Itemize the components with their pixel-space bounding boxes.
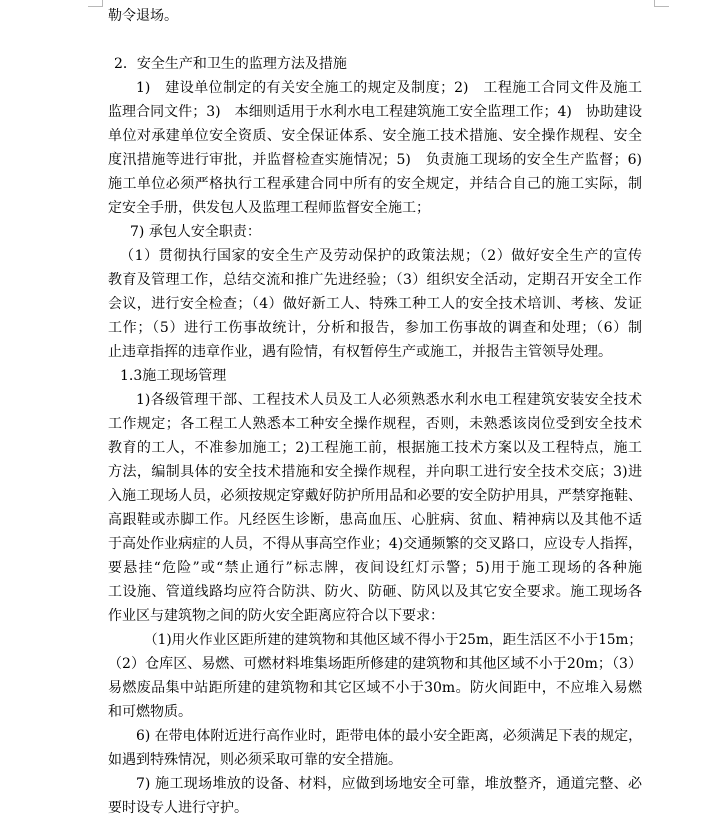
paragraph-line: 会议，进行安全检查；（4）做好新工人、特殊工种工人的安全技术培训、考核、发证 xyxy=(108,296,642,312)
paragraph-line: 定安全手册，供发包人及监理工程师监督安全施工； xyxy=(108,200,430,216)
paragraph-line: 6) 在带电体附近进行高作业时，距带电体的最小安全距离，必须满足下表的规定， xyxy=(136,728,642,744)
paragraph-line: 止违章指挥的违章作业，遇有险情，有权暂停生产或施工，并报告主管领导处理。 xyxy=(108,344,612,360)
document-body xyxy=(108,4,642,820)
paragraph-line: 7) 施工现场堆放的设备、材料，应做到场地安全可靠，堆放整齐，通道完整、必 xyxy=(136,776,642,792)
paragraph-line: （1)用火作业区距所建的建筑物和其他区域不得小于25m，距生活区不小于15m； xyxy=(144,632,642,648)
page-corner-mark-left xyxy=(88,0,103,7)
paragraph-line: 单位对承建单位安全资质、安全保证体系、安全施工技术措施、安全操作规程、安全 xyxy=(108,128,642,144)
paragraph-line: 作业区与建筑物之间的防火安全距离应符合以下要求： xyxy=(108,608,444,624)
paragraph-line: 教育及管理工作，总结交流和推广先进经验；（3）组织安全活动，定期召开安全工作 xyxy=(108,272,642,288)
blank-line xyxy=(108,28,642,52)
paragraph-line: 工设施、管道线路均应符合防洪、防火、防砸、防风以及其它安全要求。施工现场各 xyxy=(108,584,642,600)
paragraph-line: 1) 建设单位制定的有关安全施工的规定及制度；2) 工程施工合同文件及施工 xyxy=(136,80,642,96)
paragraph-line: 监理合同文件；3) 本细则适用于水利水电工程建筑施工安全监理工作；4) 协助建设 xyxy=(108,104,642,120)
section-heading: 1.3施工现场管理 xyxy=(120,368,227,384)
paragraph-line: 1)各级管理干部、工程技术人员及工人必须熟悉水利水电工程建筑安装安全技术 xyxy=(136,392,642,408)
paragraph-line: 高跟鞋或赤脚工作。凡经医生诊断，患高血压、心脏病、贫血、精神病以及其他不适 xyxy=(108,512,642,528)
paragraph-line: 工作规定；各工程工人熟悉本工种安全操作规程，否则，未熟悉该岗位受到安全技术 xyxy=(108,416,642,432)
paragraph-line: 度汛措施等进行审批，并监督检查实施情况；5) 负责施工现场的安全生产监督；6) xyxy=(108,152,642,168)
paragraph-line: 勒令退场。 xyxy=(108,8,178,24)
paragraph-line: 方法，编制具体的安全技术措施和安全操作规程，并向职工进行安全技术交底；3)进 xyxy=(108,464,642,480)
paragraph-line: 易燃废品集中站距所建的建筑物和其它区域不小于30m。防火间距中，不应堆入易燃 xyxy=(108,680,642,696)
paragraph-line: 要悬挂“危险”或“禁止通行”标志牌，夜间设红灯示警；5)用于施工现场的各种施 xyxy=(108,560,642,576)
paragraph-line: 和可燃物质。 xyxy=(108,704,192,720)
paragraph-line: 如遇到特殊情况，则必须采取可靠的安全措施。 xyxy=(108,752,402,768)
paragraph-line: 于高处作业病症的人员，不得从事高空作业；4)交通频繁的交叉路口，应设专人指挥， xyxy=(108,536,642,552)
paragraph-line: 工作；（5）进行工伤事故统计，分析和报告，参加工伤事故的调查和处理；（6）制 xyxy=(108,320,642,336)
paragraph-line: 7) 承包人安全职责： xyxy=(130,224,261,240)
section-heading: 2．安全生产和卫生的监理方法及措施 xyxy=(114,56,347,72)
paragraph-line: 施工单位必须严格执行工程承建合同中所有的安全规定，并结合自己的施工实际，制 xyxy=(108,176,642,192)
paragraph-line: （1）贯彻执行国家的安全生产及劳动保护的政策法规；（2）做好安全生产的宣传 xyxy=(120,248,642,264)
paragraph-line: 教育的工人，不准参加施工；2)工程施工前，根据施工技术方案以及工程特点，施工 xyxy=(108,440,642,456)
paragraph-line: 要时设专人进行守护。 xyxy=(108,800,248,816)
page-corner-mark-right xyxy=(654,0,669,7)
paragraph-line: （2）仓库区、易燃、可燃材料堆集场距所修建的建筑物和其他区域不小于20m；（3） xyxy=(108,656,642,672)
paragraph-line: 入施工现场人员，必须按规定穿戴好防护所用品和必要的安全防护用具，严禁穿拖鞋、 xyxy=(108,488,642,504)
